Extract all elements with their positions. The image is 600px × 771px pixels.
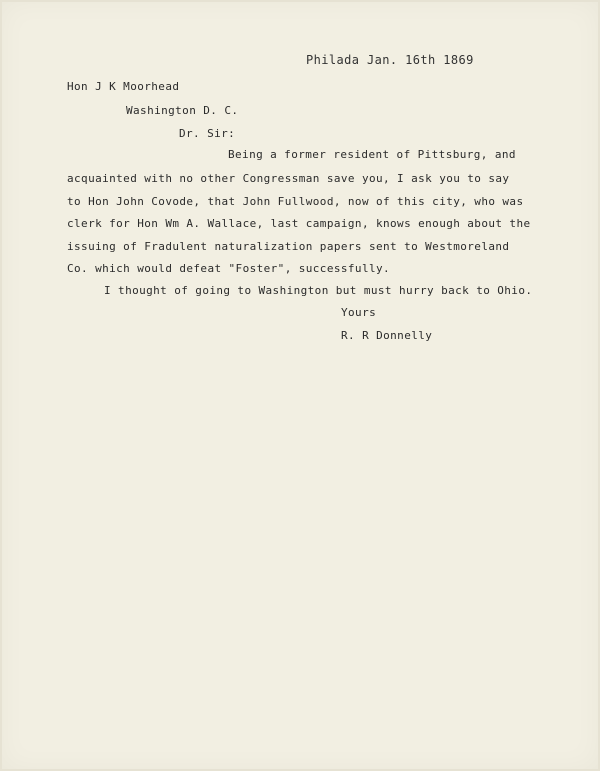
addressee-location: Washington D. C. — [126, 104, 239, 117]
closing: Yours — [341, 306, 377, 319]
body-line: I thought of going to Washington but must hurry back to Ohio. — [104, 284, 533, 297]
body-line: issuing of Fradulent naturalization papers sent to Westmoreland — [67, 240, 510, 253]
addressee-name: Hon J K Moorhead — [67, 80, 180, 93]
salutation: Dr. Sir: — [179, 127, 236, 140]
body-line: to Hon John Covode, that John Fullwood, now of this city, who was — [67, 195, 524, 208]
letter-date: Philada Jan. 16th 1869 — [306, 53, 474, 67]
body-line: Being a former resident of Pittsburg, and — [228, 148, 516, 161]
body-line: acquainted with no other Congressman save you, I ask you to say — [67, 172, 510, 185]
body-line: Co. which would defeat "Foster", successfully. — [67, 262, 391, 275]
signature: R. R Donnelly — [341, 329, 433, 342]
body-line: clerk for Hon Wm A. Wallace, last campaign, knows enough about the — [67, 217, 531, 230]
